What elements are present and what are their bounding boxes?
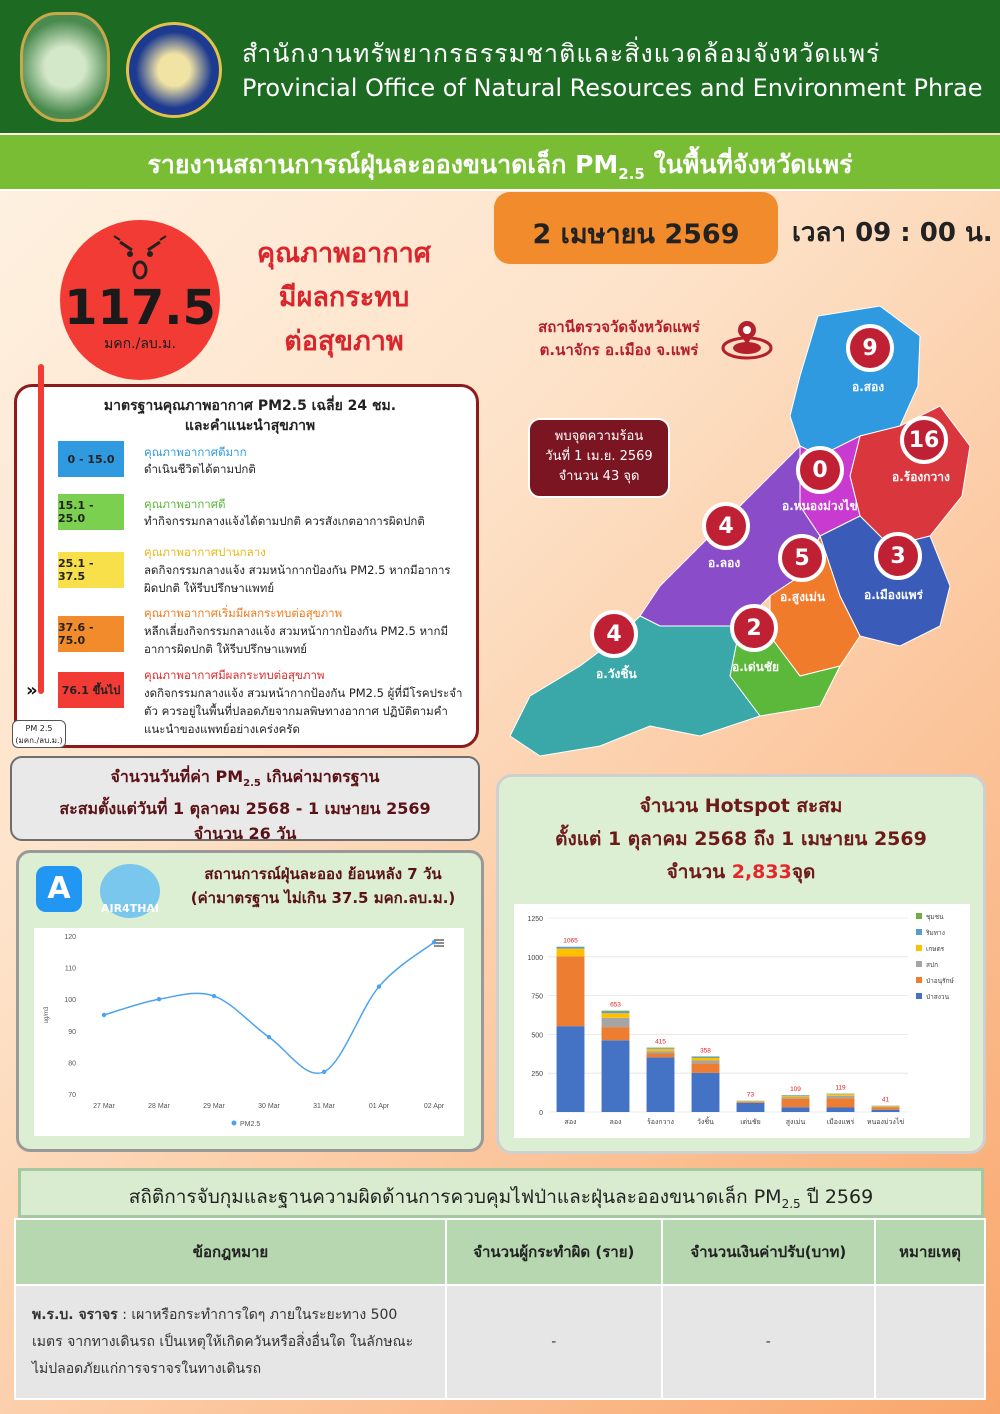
- bar-segment: [827, 1107, 855, 1112]
- district-label: อ.หนองม่วงไข่: [782, 499, 858, 513]
- status-line: คุณภาพอากาศ: [257, 238, 431, 269]
- bar-segment: [602, 1012, 630, 1014]
- bar-total-label: 358: [700, 1047, 711, 1055]
- level-badge: 15.1 - 25.0: [58, 494, 124, 530]
- pm25-point: [432, 940, 436, 944]
- level-badge: 25.1 - 37.5: [58, 552, 124, 588]
- level-desc: หลีกเลี่ยงกิจกรรมกลางแจ้ง สวมหน้ากากป้องกัน PM2.5 หากมีอาการผิดปกติ ให้รีบปรึกษาแพทย์: [144, 624, 449, 656]
- bar-total-label: 41: [881, 1096, 890, 1104]
- pm-label-line: PM 2.5: [25, 724, 53, 733]
- x-tick-label: หนองม่วงไข่: [866, 1118, 905, 1126]
- hotspot-count: จำนวน 2,833จุด: [666, 861, 816, 883]
- legend-marker: [232, 1121, 237, 1126]
- org-name-english: Provincial Office of Natural Resources and Environment Phrae: [242, 74, 983, 102]
- bar-segment: [647, 1051, 675, 1053]
- bar-segment: [827, 1094, 855, 1096]
- y-tick-label: 100: [64, 997, 76, 1005]
- stats-title: สถิติการจับกุมและฐานความผิดด้านการควบคุมไฟป่าและฝุ่นละอองขนาดเล็ก $PM_{2.5}$ ปี 2569: [128, 1186, 874, 1211]
- level-badge: 37.6 - 75.0: [58, 616, 124, 652]
- y-tick-label: 90: [68, 1028, 76, 1036]
- bar-segment: [872, 1107, 900, 1108]
- province-seal-logo: [126, 22, 222, 118]
- level-badge: 0 - 15.0: [58, 441, 124, 477]
- bar-segment: [647, 1053, 675, 1057]
- y-tick-label: 70: [68, 1092, 76, 1099]
- pm25-series-line: [104, 942, 434, 1073]
- x-tick-label: สูงเม่น: [785, 1118, 806, 1126]
- district-label: อ.เด่นชัย: [732, 660, 780, 674]
- district-hotspot-count: 16: [900, 416, 948, 464]
- fine-cell: -: [662, 1285, 876, 1399]
- bar-total-label: 119: [835, 1084, 846, 1092]
- note-cell: [875, 1285, 985, 1399]
- station-line: ต.นาจักร อ.เมือง จ.แพร่: [539, 341, 699, 359]
- bar-segment: [602, 1027, 630, 1040]
- bar-total-label: 109: [790, 1086, 801, 1094]
- bar-total-label: 73: [746, 1091, 755, 1099]
- heat-line: พบจุดความร้อน: [554, 429, 644, 444]
- bar-segment: [827, 1098, 855, 1107]
- history-title-line: (ค่ามาตรฐาน ไม่เกิน 37.5 มคก.ลบ.ม.): [190, 889, 456, 907]
- y-tick-label: 750: [531, 993, 543, 1001]
- level-badge: 76.1 ขึ้นไป: [58, 672, 124, 708]
- station-info: [514, 316, 724, 362]
- legend-swatch: [916, 913, 922, 919]
- district-hotspot-count: 9: [846, 324, 894, 372]
- district-hotspot-count: 3: [874, 532, 922, 580]
- law-description: : เผาหรือกระทำการใดๆ ภายในระยะทาง 500 เมตร จากทางเดินรถ เป็นเหตุให้เกิดควันหรือสิ่งอื่นใด ในลักษณะไม่ปลอดภัยแก่การจราจรในทางเดินรถ: [32, 1306, 414, 1377]
- level-name: คุณภาพอากาศมีผลกระทบต่อสุขภาพ: [144, 668, 325, 682]
- current-level-arrow-icon: »: [26, 680, 38, 701]
- report-time: เวลา 09 : 00 น.: [792, 218, 993, 248]
- bar-segment: [737, 1103, 765, 1112]
- pm25-point: [157, 997, 161, 1001]
- bar-total-label: 653: [610, 1001, 621, 1009]
- table-row: [15, 1285, 985, 1399]
- pm25-point: [267, 1035, 271, 1039]
- bar-segment: [692, 1057, 720, 1058]
- bar-segment: [872, 1107, 900, 1109]
- bar-total-label: 1065: [563, 937, 578, 945]
- district-label: อ.สอง: [852, 380, 885, 394]
- location-pin-icon: [720, 318, 774, 360]
- exceed-days-text: [10, 764, 480, 846]
- legend-label: ป่าสงวน: [926, 993, 950, 1001]
- bar-segment: [692, 1056, 720, 1057]
- legend-swatch: [916, 977, 922, 983]
- hotspot-bar-chart: [514, 904, 970, 1138]
- air-app-icon: A: [36, 866, 82, 912]
- legend-label: ชุมชน: [926, 913, 944, 921]
- level-name: คุณภาพอากาศเริ่มมีผลกระทบต่อสุขภาพ: [144, 606, 343, 620]
- standard-title: [30, 396, 470, 436]
- pm-label-line: (มคก./ลบ.ม.): [15, 736, 63, 745]
- level-desc: ลดกิจกรรมกลางแจ้ง สวมหน้ากากป้องกัน PM2.5 หากมีอาการผิดปกติ ให้รีบปรึกษาแพทย์: [144, 563, 451, 595]
- y-tick-label: 120: [64, 934, 76, 941]
- bar-segment: [647, 1057, 675, 1112]
- bar-segment: [602, 1018, 630, 1027]
- level-desc: ดำเนินชีวิตได้ตามปกติ: [144, 462, 256, 476]
- pm25-line-chart: [34, 928, 464, 1136]
- column-header: ข้อกฎหมาย: [15, 1219, 446, 1285]
- x-tick-label: ร้องกวาง: [647, 1118, 674, 1126]
- district-hotspot-count: 4: [590, 610, 638, 658]
- pm25-point: [102, 1013, 106, 1017]
- air4thai-logo: AIR4THAI: [100, 864, 160, 918]
- stats-table: [14, 1218, 986, 1400]
- air-quality-status: [234, 232, 454, 364]
- station-line: สถานีตรวจวัดจังหวัดแพร่: [538, 318, 700, 336]
- column-header: จำนวนผู้กระทำผิด (ราย): [446, 1219, 662, 1285]
- phrae-district-map: [500, 296, 1000, 770]
- bar-segment: [692, 1060, 720, 1063]
- report-date: 2 เมษายน 2569: [532, 219, 740, 250]
- bar-segment: [872, 1106, 900, 1107]
- bar-segment: [557, 949, 585, 957]
- column-header: หมายเหตุ: [875, 1219, 985, 1285]
- level-desc: งดกิจกรรมกลางแจ้ง สวมหน้ากากป้องกัน PM2.5 ผู้ที่มีโรคประจำตัว ควรอยู่ในพื้นที่ปลอดภัยจากมลพิษทางอากาศ ปฏิบัติตามคำแนะนำของแพทย์อย่างเคร่งครัด: [144, 686, 463, 736]
- bar-segment: [602, 1013, 630, 1018]
- bar-segment: [647, 1049, 675, 1051]
- x-tick-label: 28 Mar: [148, 1103, 170, 1110]
- heat-line: วันที่ 1 เม.ย. 2569: [545, 449, 653, 464]
- table-header-row: [15, 1219, 985, 1285]
- standard-title-line: มาตรฐานคุณภาพอากาศ PM2.5 เฉลี่ย 24 ชม.: [103, 398, 397, 414]
- district-label: อ.วังชิ้น: [596, 667, 637, 681]
- district-label: อ.สูงเม่น: [780, 590, 826, 604]
- district-label: อ.ลอง: [708, 556, 741, 570]
- legend-label: ป่าอนุรักษ์: [926, 977, 954, 985]
- hotspot-today-box: [528, 418, 670, 498]
- y-tick-label: 500: [531, 1032, 543, 1040]
- exceed-days-line: สะสมตั้งแต่วันที่ 1 ตุลาคม 2568 - 1 เมษายน 2569: [59, 799, 431, 819]
- district-hotspot-count: 0: [796, 446, 844, 494]
- pm25-point: [322, 1070, 326, 1074]
- bar-segment: [782, 1099, 810, 1108]
- bar-segment: [872, 1110, 900, 1112]
- x-tick-label: 27 Mar: [93, 1103, 115, 1110]
- y-tick-label: 1250: [527, 916, 543, 923]
- level-name: คุณภาพอากาศดี: [144, 497, 226, 511]
- legend-swatch: [916, 929, 922, 935]
- bar-segment: [692, 1064, 720, 1073]
- law-cell: [15, 1285, 446, 1399]
- legend-label: เกษตร: [926, 945, 945, 953]
- offenders-cell: -: [446, 1285, 662, 1399]
- district-label: อ.ร้องกวาง: [892, 470, 950, 484]
- district-hotspot-count: 5: [778, 534, 826, 582]
- y-tick-label: 80: [68, 1060, 76, 1068]
- y-tick-label: 1000: [527, 954, 543, 962]
- legend-label: สปก: [926, 961, 939, 969]
- status-line: มีผลกระทบ: [278, 282, 410, 313]
- district-hotspot-count: 2: [730, 604, 778, 652]
- exceed-days-count: จำนวน 26 วัน: [193, 824, 297, 844]
- pm25-point: [212, 994, 216, 998]
- district-label: อ.เมืองแพร่: [864, 588, 923, 602]
- bar-segment: [692, 1058, 720, 1060]
- x-tick-label: 02 Apr: [423, 1103, 445, 1110]
- pm25-unit: มคก./ลบ.ม.: [104, 336, 176, 352]
- bar-segment: [557, 1026, 585, 1112]
- x-tick-label: 30 Mar: [258, 1103, 280, 1110]
- bar-segment: [602, 1011, 630, 1012]
- status-line: ต่อสุขภาพ: [284, 326, 404, 357]
- hotspot-range: ตั้งแต่ 1 ตุลาคม 2568 ถึง 1 เมษายน 2569: [555, 828, 927, 850]
- legend-label: PM2.5: [240, 1121, 261, 1128]
- x-tick-label: เมืองแพร่: [826, 1118, 855, 1126]
- heat-line: จำนวน 43 จุด: [558, 469, 640, 484]
- y-tick-label: 110: [64, 965, 76, 973]
- org-name-thai: สำนักงานทรัพยากรธรรมชาติและสิ่งแวดล้อมจังหวัดแพร่: [242, 39, 881, 68]
- bar-segment: [647, 1048, 675, 1049]
- x-tick-label: 31 Mar: [313, 1103, 335, 1110]
- level-name: คุณภาพอากาศปานกลาง: [144, 545, 266, 559]
- report-title: รายงานสถานการณ์ฝุ่นละอองขนาดเล็ก $PM_{2.5}$ ในพื้นที่จังหวัดแพร่: [147, 150, 853, 183]
- bar-segment: [737, 1102, 765, 1103]
- x-tick-label: วังชิ้น: [697, 1118, 714, 1126]
- level-name: คุณภาพอากาศดีมาก: [144, 445, 247, 459]
- level-desc: ทำกิจกรรมกลางแจ้งได้ตามปกติ ควรสังเกตอาการผิดปกติ: [144, 514, 425, 528]
- y-tick-label: 0: [539, 1110, 543, 1117]
- x-tick-label: สอง: [564, 1118, 577, 1126]
- standard-title-line: และคำแนะนำสุขภาพ: [184, 418, 316, 434]
- bar-segment: [827, 1096, 855, 1098]
- x-tick-label: ลอง: [609, 1118, 622, 1126]
- hotspot-title: [496, 790, 986, 889]
- bar-total-label: 415: [655, 1038, 666, 1046]
- district-hotspot-count: 4: [702, 502, 750, 550]
- pm-unit-label: [12, 720, 66, 748]
- y-tick-label: 250: [531, 1071, 543, 1079]
- law-name: พ.ร.บ. จราจร: [32, 1306, 118, 1323]
- bar-segment: [782, 1097, 810, 1099]
- pm25-point: [377, 984, 381, 988]
- x-tick-label: 01 Apr: [368, 1103, 390, 1110]
- ministry-logo: [20, 12, 110, 122]
- legend-label: ริมทาง: [926, 929, 945, 937]
- bar-segment: [557, 947, 585, 949]
- y-axis-label: ug/m3: [44, 1006, 50, 1024]
- pm25-value: 117.5: [64, 280, 216, 336]
- legend-swatch: [916, 945, 922, 951]
- history-title-line: สถานการณ์ฝุ่นละออง ย้อนหลัง 7 วัน: [204, 865, 442, 883]
- legend-swatch: [916, 993, 922, 999]
- bar-segment: [692, 1073, 720, 1112]
- bar-segment: [602, 1040, 630, 1112]
- x-tick-label: เด่นชัย: [740, 1118, 761, 1126]
- x-tick-label: 29 Mar: [203, 1103, 225, 1110]
- bar-segment: [782, 1096, 810, 1097]
- legend-swatch: [916, 961, 922, 967]
- hotspot-title-line: จำนวน Hotspot สะสม: [639, 795, 843, 817]
- column-header: จำนวนเงินค่าปรับ(บาท): [662, 1219, 876, 1285]
- bar-segment: [782, 1107, 810, 1112]
- bar-segment: [557, 956, 585, 1026]
- exceed-days-line: จำนวนวันที่ค่า $PM_{2.5}$ เกินค่ามาตรฐาน: [110, 767, 380, 790]
- pm25-history-title: [170, 862, 476, 910]
